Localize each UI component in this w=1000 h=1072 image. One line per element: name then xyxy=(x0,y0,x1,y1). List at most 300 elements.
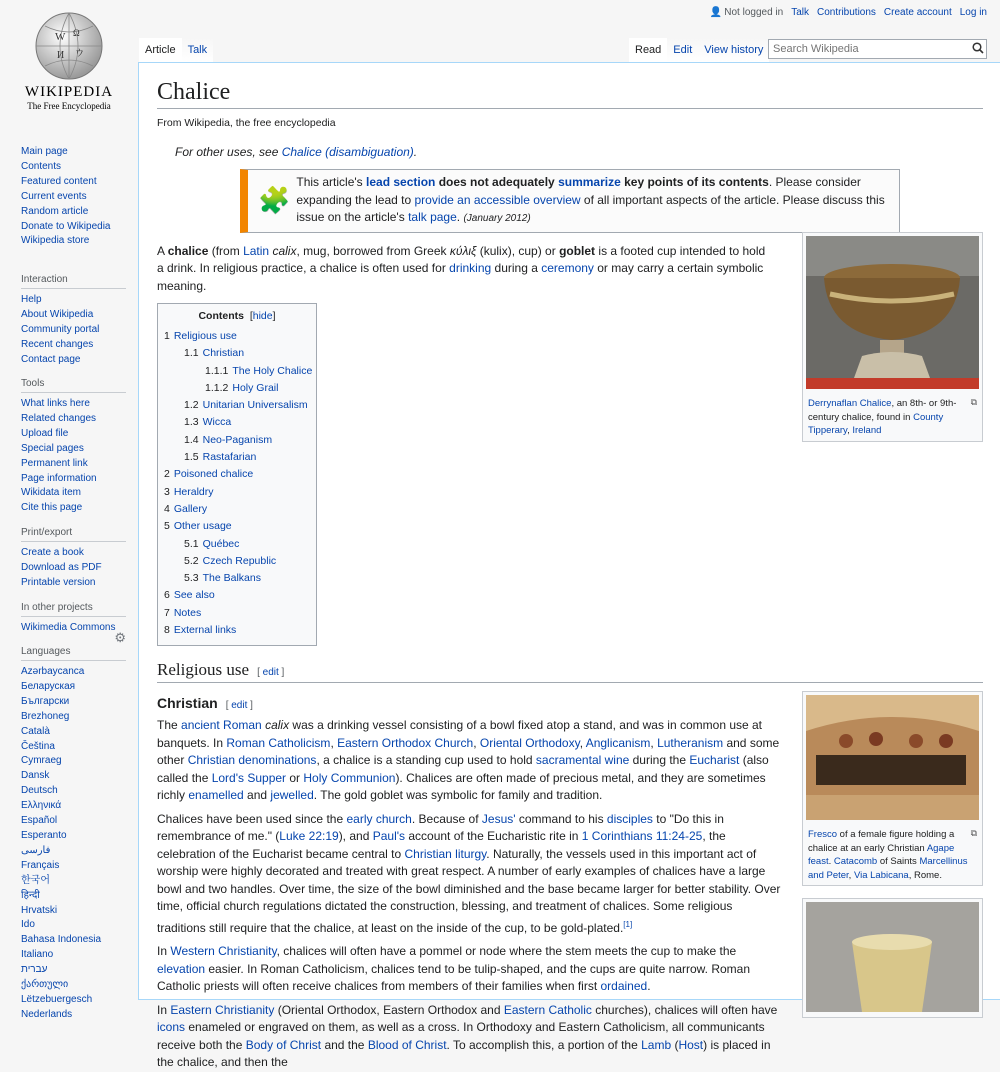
toc-item[interactable] xyxy=(164,605,310,622)
sidebar-language-item xyxy=(21,799,126,814)
link-oriental-orthodoxy[interactable]: Oriental Orthodoxy xyxy=(479,735,580,750)
sidebar-language-link[interactable]: Ido xyxy=(21,919,35,931)
sidebar-language-link[interactable]: Ελληνικά xyxy=(21,800,62,812)
p4-t2: (Oriental Orthodox, Eastern Orthodox and xyxy=(274,1002,504,1017)
toc-number: 5 xyxy=(164,520,170,533)
globe-icon xyxy=(33,10,105,82)
p3-t4: . xyxy=(647,979,651,994)
notice-link-overview[interactable]: provide an accessible overview xyxy=(414,192,581,207)
toc-link[interactable]: Neo-Paganism xyxy=(202,433,273,446)
caption-t3: of Saints xyxy=(877,856,920,867)
p1-t4: , xyxy=(330,735,338,750)
disambiguation-link[interactable]: Chalice (disambiguation) xyxy=(281,145,414,159)
sidebar-language-link[interactable]: Esperanto xyxy=(21,829,67,841)
sidebar-language-link[interactable]: Dansk xyxy=(21,770,50,782)
toc-link[interactable]: Holy Grail xyxy=(232,381,279,394)
p1-t13: ). Chalices are often made of precious metal, and they are sometimes richly xyxy=(157,770,766,803)
tab-article-label[interactable]: Article xyxy=(145,44,176,56)
p4-t8: ) is placed in the chalice, and then the xyxy=(157,1037,771,1070)
notice-link-lead-section[interactable]: lead section xyxy=(366,175,436,189)
p1-t15: . The gold goblet was symbolic for family and tradition. xyxy=(313,788,603,803)
sidebar-language-link[interactable]: ქართული xyxy=(21,979,69,991)
link-roman-catholicism[interactable]: Roman Catholicism xyxy=(226,735,331,750)
sidebar-language-item xyxy=(21,710,126,725)
p2-t8: . Naturally, the vessels used in this important act of worship were highly decorated and treated with great respect. A number of early examples of chalices have a large bowl and two handles. Over time, the size of the bowl diminished and the base became larger for better stability. Over time, official church regulations dictated the construction, blessing, and treatment of chalices. Some religious traditions still require that the chalice, at least on the inside of the cup, to be gold-plated. xyxy=(157,846,781,935)
link-paul[interactable]: Paul's xyxy=(372,829,406,844)
lead-b1: chalice xyxy=(167,243,209,258)
toc-link[interactable]: The Balkans xyxy=(202,572,261,585)
toc-item[interactable] xyxy=(164,449,310,466)
p1-t7: , xyxy=(650,735,658,750)
p4-t5: and the xyxy=(321,1037,368,1052)
sidebar-language-item xyxy=(21,1008,126,1023)
wordmark: WIKIPEDIA xyxy=(24,84,114,100)
sidebar-interaction-link[interactable]: About Wikipedia xyxy=(21,308,94,320)
sidebar-language-item xyxy=(21,814,126,829)
sidebar-interaction-link[interactable]: Contact page xyxy=(21,353,81,365)
search-input[interactable] xyxy=(768,39,987,59)
p1-t12: or xyxy=(286,770,304,785)
thumbnail-caption xyxy=(806,825,979,882)
sidebar-nav-link[interactable]: Contents xyxy=(21,160,62,172)
sidebar-nav-item xyxy=(21,205,126,220)
caption-link-via-labicana[interactable]: Via Labicana xyxy=(853,869,909,881)
caption-t1: of a female figure holding a chalice at an early Christian xyxy=(808,829,955,854)
sidebar-language-link[interactable]: Nederlands xyxy=(21,1008,73,1020)
toc-number: 1.5 xyxy=(184,451,199,464)
toc-item[interactable] xyxy=(164,363,313,380)
hatnote xyxy=(175,145,983,159)
sidebar-print-item xyxy=(21,576,126,591)
tab-talk[interactable] xyxy=(182,38,214,62)
caption-link-agape[interactable]: Agape feast xyxy=(808,842,955,867)
sidebar-tools-link[interactable]: Wikidata item xyxy=(21,487,82,499)
sidebar-language-link[interactable]: Čeština xyxy=(21,740,55,752)
sidebar-nav-link[interactable]: Main page xyxy=(21,146,68,157)
p3-t2: , chalices will often have a pommel or node where the stem meets the cup to make the xyxy=(276,944,737,959)
sidebar-language-item xyxy=(21,665,126,680)
lead-t1: A xyxy=(157,243,168,258)
sidebar-language-link[interactable]: Deutsch xyxy=(21,785,58,797)
sidebar-language-link[interactable]: فارسی xyxy=(21,844,51,856)
lead-i2: κύλιξ xyxy=(449,243,477,258)
sidebar-interaction-link[interactable]: Recent changes xyxy=(21,338,94,350)
lead-t6: is a footed cup intended to hold a drink. In religious practice, a chalice is often used for xyxy=(157,243,766,275)
tab-article[interactable] xyxy=(139,38,182,62)
sidebar-interaction-item xyxy=(21,293,126,308)
toc-hide-link[interactable]: hide xyxy=(252,310,273,322)
sidebar-tools-item xyxy=(21,442,126,457)
p1-t8: and some other xyxy=(157,735,780,768)
notice-link-summarize[interactable]: summarize xyxy=(558,175,621,189)
interaction-portal xyxy=(21,262,126,368)
toc-link[interactable]: See also xyxy=(173,589,215,602)
paragraph xyxy=(157,811,784,938)
sidebar-print-link[interactable]: Printable version xyxy=(21,576,96,588)
paragraph xyxy=(157,943,784,996)
sidebar-project-link[interactable]: Wikimedia Commons xyxy=(21,622,116,633)
fresco-image[interactable] xyxy=(806,695,979,820)
caption-t4: , xyxy=(848,869,854,881)
p2-t6: account of the Eucharistic rite in xyxy=(405,829,582,844)
caption-link-ireland[interactable]: Ireland xyxy=(852,425,882,436)
p1-t3: was a drinking vessel consisting of a bowl fixed atop a stand, and was in common use at banquets. In xyxy=(157,718,763,750)
caption-link-catacomb[interactable]: Catacomb xyxy=(833,856,878,867)
p2-t5: ), and xyxy=(338,829,373,844)
toc-link[interactable]: Unitarian Universalism xyxy=(202,399,308,412)
toc-link[interactable]: External links xyxy=(173,624,237,637)
toc-link[interactable]: Other usage xyxy=(173,520,232,533)
hatnote-dot: . xyxy=(413,145,418,159)
sidebar-tools-link[interactable]: Upload file xyxy=(21,427,69,439)
link-early-church[interactable]: early church xyxy=(346,811,412,826)
link-ordained[interactable]: ordained xyxy=(600,979,648,994)
not-logged-in-label: Not logged in xyxy=(724,7,784,18)
sidebar-nav-item xyxy=(21,175,126,190)
sidebar-language-item xyxy=(21,978,126,993)
link-lords-supper[interactable]: Lord's Supper xyxy=(211,770,287,785)
toc-number: 1.4 xyxy=(184,433,199,446)
caption-t5: , Rome. xyxy=(908,869,942,881)
sidebar-language-item xyxy=(21,874,126,889)
sidebar-language-item xyxy=(21,695,126,710)
sidebar-print-link[interactable]: Create a book xyxy=(21,547,84,558)
link-ceremony[interactable]: ceremony xyxy=(541,261,594,275)
sidebar-language-link[interactable]: Català xyxy=(21,725,50,737)
toc-link[interactable]: Québec xyxy=(202,537,240,550)
caption-link-derrynaflan[interactable]: Derrynaflan Chalice xyxy=(808,398,892,409)
link-blood-of-christ[interactable]: Blood of Christ xyxy=(367,1037,447,1052)
sidebar-tools-link[interactable]: Special pages xyxy=(21,442,84,454)
lead-too-short-notice xyxy=(240,169,900,233)
sidebar-language-item xyxy=(21,889,126,904)
caption-link-tipperary[interactable]: County Tipperary xyxy=(808,411,944,436)
sidebar-language-link[interactable]: Lëtzebuergesch xyxy=(21,993,93,1005)
sidebar-print-link[interactable]: Download as PDF xyxy=(21,561,102,573)
sidebar-tools-item xyxy=(21,427,126,442)
link-icons[interactable]: icons xyxy=(157,1020,186,1035)
toc-item[interactable] xyxy=(164,518,310,535)
namespace-tabs xyxy=(139,38,213,62)
toc-item[interactable] xyxy=(164,345,310,362)
sidebar-language-item xyxy=(21,725,126,740)
p2-t3: command to his xyxy=(515,811,607,826)
sidebar-language-link[interactable]: हिन्दी xyxy=(21,889,40,901)
thumbnail-goblet xyxy=(802,898,983,1018)
p2-t4: to "Do this in remembrance of me." ( xyxy=(157,811,724,844)
caption-link-saints[interactable]: Marcellinus and Peter xyxy=(808,856,968,881)
sidebar xyxy=(0,0,138,1020)
sidebar-interaction-link[interactable]: Community portal xyxy=(21,323,100,335)
sidebar-nav-item xyxy=(21,145,126,160)
toc-item[interactable] xyxy=(164,432,310,449)
toc-list xyxy=(164,328,313,639)
sidebar-language-item xyxy=(21,740,126,755)
toc-hide-bracket: [hide] xyxy=(249,310,276,322)
link-jesus[interactable]: Jesus' xyxy=(481,811,516,826)
notice-t3: key points of its contents xyxy=(620,175,769,189)
sidebar-language-item xyxy=(21,933,126,948)
sidebar-nav-item xyxy=(21,190,126,205)
sidebar-tools-item xyxy=(21,457,126,472)
toc-link[interactable]: Notes xyxy=(173,606,202,619)
p2-t2: . Because of xyxy=(411,811,482,826)
create-account-link[interactable]: Create account xyxy=(883,7,952,18)
toc-number: 4 xyxy=(164,502,170,515)
enlarge-icon[interactable]: ⧉ xyxy=(970,397,977,407)
link-elevation[interactable]: elevation xyxy=(157,961,206,976)
wikipedia-logo[interactable] xyxy=(21,10,117,122)
search-icon[interactable] xyxy=(972,42,986,56)
toc-item[interactable] xyxy=(164,414,310,431)
link-holy-communion[interactable]: Holy Communion xyxy=(303,770,396,785)
user-icon: 👤 xyxy=(709,7,723,18)
gear-icon[interactable]: ⚙ xyxy=(114,630,126,645)
link-christian-denominations[interactable]: Christian denominations xyxy=(187,753,317,768)
link-christian-liturgy[interactable]: Christian liturgy xyxy=(404,846,487,861)
sidebar-tools-link[interactable]: Cite this page xyxy=(21,502,83,514)
edit-link[interactable]: edit xyxy=(231,700,248,712)
svg-text:W: W xyxy=(55,31,66,43)
sidebar-print-item xyxy=(21,546,126,561)
sidebar-language-item xyxy=(21,948,126,963)
toc-number: 1.3 xyxy=(184,416,199,429)
sidebar-tools-link[interactable]: Related changes xyxy=(21,412,97,424)
sidebar-language-link[interactable]: Bahasa Indonesia xyxy=(21,934,102,946)
notice-t4: . Please consider expanding the lead to xyxy=(296,175,861,207)
hatnote-text: For other uses, see xyxy=(175,145,282,159)
sidebar-tools-link[interactable]: What links here xyxy=(21,398,90,409)
projects-portal xyxy=(21,590,126,636)
print-heading: Print/export xyxy=(21,527,126,542)
caption-t2: , xyxy=(847,425,853,436)
lead-t2: (from xyxy=(208,243,244,258)
sidebar-interaction-item xyxy=(21,338,126,353)
caption-link-fresco[interactable]: Fresco xyxy=(808,829,838,840)
toc-item[interactable] xyxy=(164,466,310,483)
sidebar-language-item xyxy=(21,918,126,933)
toc-link[interactable]: Gallery xyxy=(173,502,208,515)
tab-history-label[interactable]: View history xyxy=(704,44,764,56)
toc-item[interactable] xyxy=(164,553,310,570)
p2-t1: Chalices have been used since the xyxy=(157,811,347,826)
tab-edit[interactable] xyxy=(667,38,698,62)
toc-item[interactable] xyxy=(164,570,310,587)
svg-text:И: И xyxy=(57,50,65,61)
toc-number: 1.2 xyxy=(184,399,199,412)
link-disciples[interactable]: disciples xyxy=(606,811,653,826)
login-link[interactable]: Log in xyxy=(959,7,987,18)
notice-date: (January 2012) xyxy=(463,213,531,224)
toc-link[interactable]: Religious use xyxy=(173,330,237,342)
sidebar-nav-link[interactable]: Donate to Wikipedia xyxy=(21,220,111,232)
toc-item[interactable] xyxy=(164,501,310,518)
toc-item[interactable] xyxy=(164,484,310,501)
section-religious-use-title: Religious use xyxy=(157,660,250,680)
link-latin[interactable]: Latin xyxy=(243,243,270,258)
notice-t1: This article's xyxy=(296,175,367,189)
sidebar-language-link[interactable]: Italiano xyxy=(21,949,54,961)
sidebar-tools-link[interactable]: Permanent link xyxy=(21,457,88,469)
sidebar-language-item xyxy=(21,829,126,844)
link-eastern-christianity[interactable]: Eastern Christianity xyxy=(170,1002,275,1017)
p4-t1: In xyxy=(157,1002,171,1017)
tools-portal xyxy=(21,366,126,516)
sidebar-nav-item xyxy=(21,220,126,235)
p1-t9: , a chalice is a standing cup used to hold xyxy=(316,753,536,768)
link-anglicanism[interactable]: Anglicanism xyxy=(585,735,651,750)
toc-title xyxy=(164,310,310,322)
page-title: Chalice xyxy=(157,77,983,109)
navigation-portal xyxy=(21,145,126,249)
toc-link[interactable]: Christian xyxy=(202,347,245,360)
interaction-heading: Interaction xyxy=(21,274,126,289)
tab-edit-label[interactable]: Edit xyxy=(673,44,693,56)
user-talk-link[interactable]: Talk xyxy=(791,7,809,18)
toc-link[interactable]: Poisoned chalice xyxy=(173,468,254,481)
link-lamb[interactable]: Lamb xyxy=(641,1037,672,1052)
sidebar-language-item xyxy=(21,844,126,859)
sidebar-language-link[interactable]: Español xyxy=(21,815,58,827)
edit-link[interactable]: edit xyxy=(262,667,279,679)
sidebar-language-link[interactable]: 한국어 xyxy=(21,874,50,886)
toc-number: 2 xyxy=(164,468,170,481)
toc-number: 7 xyxy=(164,606,170,619)
p1-t1: The xyxy=(157,718,182,733)
sidebar-language-item xyxy=(21,859,126,874)
toc-link[interactable]: Rastafarian xyxy=(202,451,257,464)
lead-i1: calix xyxy=(272,243,297,258)
toc-link[interactable]: Czech Republic xyxy=(202,554,277,567)
p1-t5: , xyxy=(473,735,480,750)
lead-t5: (kulix), cup) or xyxy=(476,243,560,258)
link-ancient-roman[interactable]: ancient Roman xyxy=(181,718,262,733)
sidebar-language-item xyxy=(21,784,126,799)
tab-read-label[interactable]: Read xyxy=(635,44,662,56)
link-drinking[interactable]: drinking xyxy=(449,261,492,275)
sidebar-nav-link[interactable]: Featured content xyxy=(21,175,97,187)
link-body-of-christ[interactable]: Body of Christ xyxy=(245,1037,322,1052)
sidebar-print-item xyxy=(21,561,126,576)
caption-t2: . xyxy=(828,856,834,867)
link-sacramental-wine[interactable]: sacramental wine xyxy=(535,753,630,768)
section-christian-title: Christian xyxy=(157,695,218,712)
sidebar-language-link[interactable]: Беларуская xyxy=(21,680,76,692)
toc-link[interactable]: The Holy Chalice xyxy=(232,364,313,377)
print-portal xyxy=(21,515,126,591)
sidebar-language-link[interactable]: Cymraeg xyxy=(21,755,62,767)
sidebar-language-link[interactable]: Български xyxy=(21,695,70,707)
edit-section: [ edit ] xyxy=(257,667,285,679)
sidebar-language-link[interactable]: Hrvatski xyxy=(21,904,58,916)
derrynaflan-chalice-image[interactable] xyxy=(806,236,979,389)
link-eucharist[interactable]: Eucharist xyxy=(689,753,740,768)
link-eastern-orthodox[interactable]: Eastern Orthodox Church xyxy=(337,735,474,750)
p1-i1: calix xyxy=(265,718,290,733)
sidebar-language-item xyxy=(21,904,126,919)
tab-read[interactable] xyxy=(629,38,667,62)
goblet-image[interactable] xyxy=(806,902,979,1012)
link-corinthians[interactable]: 1 Corinthians 11:24-25 xyxy=(581,829,703,844)
sidebar-language-link[interactable]: Français xyxy=(21,859,60,871)
lead-paragraph xyxy=(157,243,769,296)
christian-section-body xyxy=(157,717,784,1072)
enlarge-icon[interactable]: ⧉ xyxy=(970,828,977,838)
toc-number: 1.1 xyxy=(184,347,199,360)
p4-t7: ( xyxy=(671,1037,679,1052)
link-enamelled[interactable]: enamelled xyxy=(188,788,244,803)
personal-tools xyxy=(710,7,987,18)
sidebar-language-item xyxy=(21,754,126,769)
toc-item[interactable] xyxy=(164,380,310,397)
lead-b2: goblet xyxy=(559,243,596,258)
sidebar-interaction-link[interactable]: Help xyxy=(21,294,42,305)
languages-heading: Languages xyxy=(21,646,126,661)
p3-t3: easier. In Roman Catholicism, chalices tend to be tulip-shaped, and the cups are quite narrow. Roman Catholic priests will often receive chalices from members of their families when first xyxy=(157,961,751,994)
sidebar-language-link[interactable]: Azərbaycanca xyxy=(21,666,85,677)
sidebar-nav-link[interactable]: Wikipedia store xyxy=(21,235,90,247)
sidebar-nav-item xyxy=(21,234,126,249)
section-religious-use xyxy=(157,660,983,683)
lead-t4: , mug, borrowed from Greek xyxy=(296,243,450,258)
toc-item[interactable] xyxy=(164,328,310,345)
sidebar-interaction-item xyxy=(21,308,126,323)
paragraph xyxy=(157,1002,784,1072)
sidebar-tools-item xyxy=(21,486,126,501)
toc-link[interactable]: Heraldry xyxy=(173,485,214,498)
tab-history[interactable] xyxy=(698,38,769,62)
notice-t2: does not adequately xyxy=(435,175,559,189)
reference-1[interactable]: [1] xyxy=(623,919,633,929)
sidebar-language-item xyxy=(21,963,126,978)
p1-t11: (also called the xyxy=(157,753,769,785)
sidebar-tools-item xyxy=(21,412,126,427)
caption-t1: , an 8th- or 9th-century chalice, found in xyxy=(808,398,957,423)
link-lutheranism[interactable]: Lutheranism xyxy=(657,735,724,750)
toc-item[interactable] xyxy=(164,587,310,604)
toc-item[interactable] xyxy=(164,536,310,553)
paragraph xyxy=(157,717,784,805)
link-luke[interactable]: Luke 22:19 xyxy=(279,829,339,844)
thumbnail-fresco xyxy=(802,691,983,886)
sidebar-language-item xyxy=(21,680,126,695)
toc-link[interactable]: Wicca xyxy=(202,416,232,429)
thumbnail-caption xyxy=(806,394,979,438)
sidebar-nav-link[interactable]: Current events xyxy=(21,190,87,202)
sidebar-language-link[interactable]: Brezhoneg xyxy=(21,710,70,722)
toc-item[interactable] xyxy=(164,397,310,414)
link-host[interactable]: Host xyxy=(678,1037,704,1052)
link-western-christianity[interactable]: Western Christianity xyxy=(170,944,277,959)
sidebar-tools-link[interactable]: Page information xyxy=(21,472,97,484)
projects-heading: In other projects xyxy=(21,602,126,617)
tab-talk-label[interactable]: Talk xyxy=(187,44,208,56)
p1-t6: , xyxy=(579,735,586,750)
notice-link-talk-page[interactable]: talk page xyxy=(408,210,457,224)
link-eastern-catholic[interactable]: Eastern Catholic xyxy=(503,1002,592,1017)
toc-number: 5.2 xyxy=(184,554,199,567)
link-jewelled[interactable]: jewelled xyxy=(270,788,314,803)
sidebar-tools-item xyxy=(21,501,126,516)
toc-item[interactable] xyxy=(164,622,310,639)
sidebar-nav-link[interactable]: Random article xyxy=(21,205,89,217)
sidebar-language-link[interactable]: עברית xyxy=(21,964,48,976)
sidebar-nav-item xyxy=(21,160,126,175)
sidebar-tools-item xyxy=(21,397,126,412)
thumbnail-derrynaflan xyxy=(802,232,983,442)
toc-number: 8 xyxy=(164,624,170,637)
contributions-link[interactable]: Contributions xyxy=(817,7,876,18)
